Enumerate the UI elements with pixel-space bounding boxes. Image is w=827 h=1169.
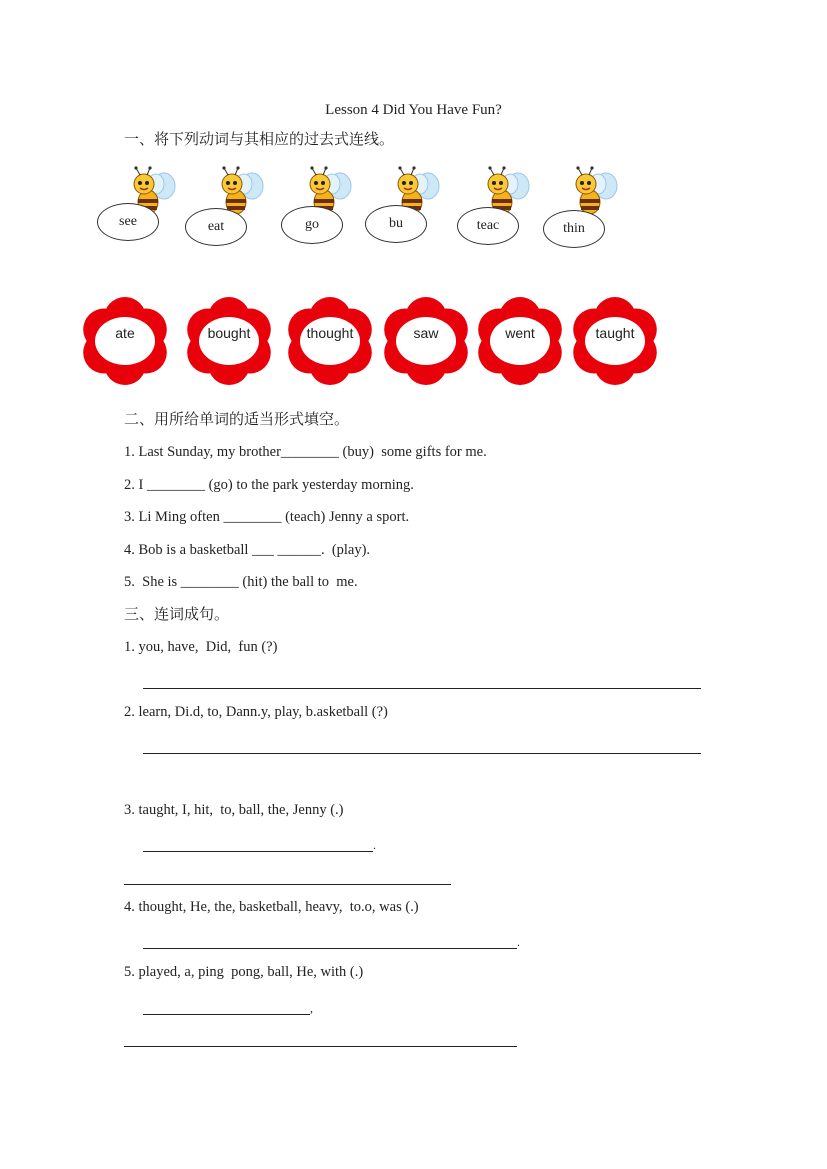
past-form-label: thought <box>306 325 354 341</box>
fill-item-1: 1. Last Sunday, my brother________ (buy) some gifts for me. <box>124 444 487 460</box>
answer-line-5a[interactable] <box>143 1014 310 1015</box>
verb-label: bu <box>389 216 403 231</box>
flower-ate[interactable] <box>79 297 171 385</box>
fill-item-3: 3. Li Ming often ________ (teach) Jenny a sport. <box>124 509 410 525</box>
section1-heading: 一、将下列动词与其相应的过去式连线。 <box>124 130 395 148</box>
flower-icon <box>284 297 376 385</box>
page-title: Lesson 4 Did You Have Fun? <box>325 102 502 118</box>
verb-label: see <box>119 214 137 229</box>
flower-icon <box>183 297 275 385</box>
verb-bubble-bu[interactable] <box>365 205 427 243</box>
fill-item-4: 4. Bob is a basketball ___ ______. (play). <box>124 542 371 558</box>
verb-label: thin <box>563 221 585 236</box>
section2-heading: 二、用所给单词的适当形式填空。 <box>124 410 350 428</box>
flower-taught[interactable] <box>569 297 661 385</box>
verb-label: teac <box>476 218 500 233</box>
past-form-label: bought <box>207 325 251 341</box>
flower-icon <box>474 297 566 385</box>
flower-went[interactable] <box>474 297 566 385</box>
flower-saw[interactable] <box>380 297 472 385</box>
answer-line-1[interactable] <box>143 688 701 689</box>
fill-item-5: 5. She is ________ (hit) the ball to me. <box>124 574 358 590</box>
verb-bubble-thin[interactable] <box>543 210 605 248</box>
answer-line-2[interactable] <box>143 753 701 754</box>
flower-icon <box>569 297 661 385</box>
verb-bubble-go[interactable] <box>281 206 343 244</box>
order-item-1: 1. you, have, Did, fun (?) <box>124 639 278 655</box>
order-item-2: 2. learn, Di.d, to, Dann.y, play, b.asketball (?) <box>124 704 388 720</box>
verb-label: eat <box>207 219 225 234</box>
line-mark-3: . <box>373 838 376 852</box>
flower-icon <box>380 297 472 385</box>
line-mark-5: , <box>310 1001 313 1015</box>
answer-line-4[interactable] <box>143 948 517 949</box>
verb-bubble-teac[interactable] <box>457 207 519 245</box>
fill-item-2: 2. I ________ (go) to the park yesterday morning. <box>124 477 414 493</box>
flower-thought[interactable] <box>284 297 376 385</box>
verb-label: go <box>305 217 319 232</box>
order-item-5: 5. played, a, ping pong, ball, He, with (.) <box>124 964 364 980</box>
past-form-label: ate <box>115 325 135 341</box>
past-form-label: went <box>505 325 535 341</box>
verb-bubble-eat[interactable] <box>185 208 247 246</box>
verb-bubble-see[interactable] <box>97 203 159 241</box>
past-form-label: taught <box>595 325 635 341</box>
flower-icon <box>79 297 171 385</box>
past-form-label: saw <box>413 325 439 341</box>
answer-line-3b[interactable] <box>124 884 451 885</box>
line-mark-4: . <box>517 935 520 949</box>
answer-line-3a[interactable] <box>143 851 373 852</box>
flower-bought[interactable] <box>183 297 275 385</box>
section3-heading: 三、连词成句。 <box>124 605 230 623</box>
order-item-4: 4. thought, He, the, basketball, heavy, to.o, was (.) <box>124 899 419 915</box>
answer-line-5b[interactable] <box>124 1046 517 1047</box>
order-item-3: 3. taught, I, hit, to, ball, the, Jenny (.) <box>124 802 344 818</box>
